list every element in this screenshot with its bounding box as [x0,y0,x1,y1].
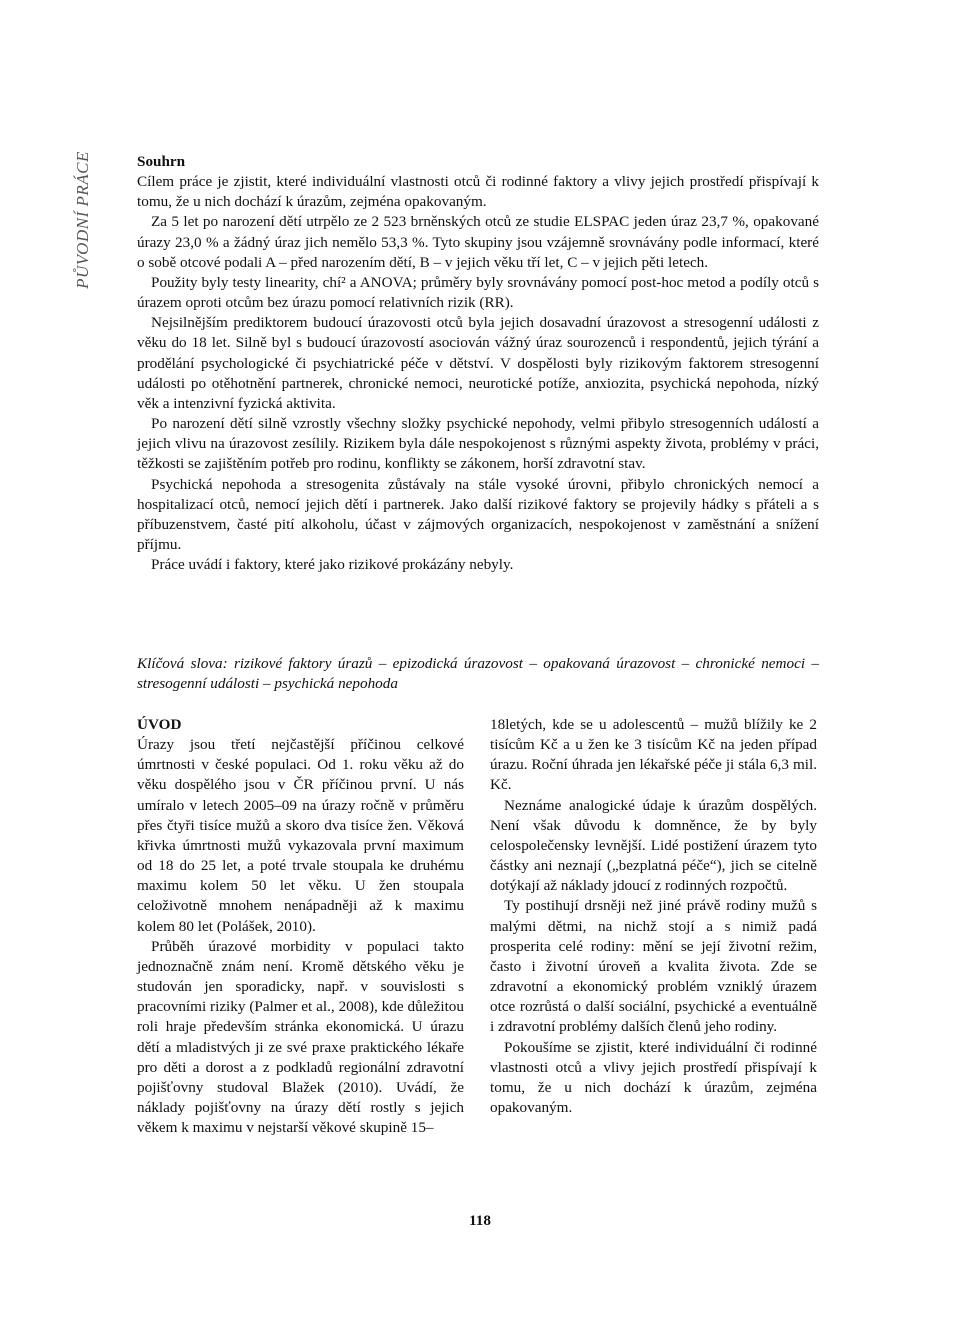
abstract-paragraph: Psychická nepohoda a stresogenita zůstávaly na stále vysoké úrovni, přibylo chronických nemocí a hospitalizací otců, nemocí jejich dětí i partnerek. Jako další rizikové faktory se projevily hádky s přáteli a s příbuzenstvem, časté pití alkoholu, účast v zájmových organizacích, nespokojenost v zaměstnání a snížení příjmu. [137,475,819,553]
section-label-text: PŮVODNÍ PRÁCE [73,151,92,289]
intro-paragraph: 18letých, kde se u adolescentů – mužů blížily ke 2 tisícům Kč a u žen ke 3 tisícům Kč na jeden případ úrazu. Roční úhrada jen lékařské péče ji stála 6,3 mil. Kč. [490,716,817,794]
intro-paragraph: Průběh úrazové morbidity v populaci takto jednoznačně znám není. Kromě dětského věku je studován jen sporadicky, např. v souvislosti s pracovními riziky (Palmer et al., 2008), kde důležitou roli hraje především stránka ekonomická. U úrazu dětí a mladistvých ji ze své praxe praktického lékaře pro děti a dorost a z podkladů regionální zdravotní pojišťovny studoval Blažek (2010). Uvádí, že náklady pojišťovny na úrazy dětí rostly s jejich věkem k maximu v nejstarší věkové skupině 15– [137,937,464,1137]
intro-paragraph: Úrazy jsou třetí nejčastější příčinou celkové úmrtnosti v české populaci. Od 1. roku věku až do věku dospělého jsou v ČR příčinou první. U nás umíralo v letech 2005–09 na úrazy ročně v průměru přes čtyři tisíce mužů a skoro dva tisíce žen. Věková křivka úmrtnosti mužů vykazovala první maximum od 18 do 25 let, a poté trvale stoupala ke druhému maximu kolem 50 let věku. U žen stoupala celoživotně mnohem nenápadněji až k maximu kolem 80 let (Polášek, 2010). [137,736,464,935]
abstract-paragraph: Nejsilnějším prediktorem budoucí úrazovosti otců byla jejich dosavadní úrazovost a stresogenní události z věku do 18 let. Silně byl s budoucí úrazovostí asociován vážný úraz sourozenců i respondentů, jejich týrání a prodělání psychologické či psychiatrické péče v dětství. V dospělosti byly rizikovým faktorem stresogenní události po otěhotnění partnerek, chronické nemoci, neurotické potíže, anxiozita, psychická nepohoda, nízký věk a intenzivní fyzická aktivita. [137,314,819,412]
abstract-paragraph: Cílem práce je zjistit, které individuální vlastnosti otců či rodinné faktory a vlivy jejich prostředí přispívají k tomu, že u nich dochází k úrazům, zejména opakovaným. [137,173,819,211]
page-number: 118 [469,1212,491,1229]
abstract [137,152,819,575]
section-label [68,150,98,290]
intro-heading: ÚVOD [137,716,182,733]
intro-left-column [137,715,464,1138]
abstract-paragraph: Po narození dětí silně vzrostly všechny složky psychické nepohody, velmi přibylo stresogenních událostí a jejich vlivu na úrazovost zesílily. Rizikem byla dále nespokojenost s různými aspekty života, problémy v práci, těžkosti se zajištěním potřeb pro rodinu, konflikty se zákonem, horší zdravotní stav. [137,415,819,473]
abstract-paragraph: Práce uvádí i faktory, které jako rizikové prokázány nebyly. [151,556,514,574]
abstract-paragraph: Použity byly testy linearity, chí² a ANOVA; průměry byly srovnávány pomocí post-hoc metod a podíly otců s úrazem oproti otcům bez úrazu pomocí relativních rizik (RR). [137,273,819,312]
abstract-paragraph: Za 5 let po narození dětí utrpělo ze 2 523 brněnských otců ze studie ELSPAC jeden úraz 23,7 %, opakované úrazy 23,0 % a žádný úraz jich nemělo 53,3 %. Tyto skupiny jsou vzájemně srovnávány podle informací, které o sobě otcové podali A – před narozením dětí, B – v jejich věku tří let, C – v jejich pěti letech. [137,213,819,271]
intro-paragraph: Pokoušíme se zjistit, které individuální či rodinné vlastnosti otců a vlivy jejich prostředí přispívají k tomu, že u nich dochází k úrazům, zejména opakovaným. [490,1038,817,1116]
keywords: Klíčová slova: rizikové faktory úrazů – epizodická úrazovost – opakovaná úrazovost – chronické nemoci – stresogenní události – psychická nepohoda [137,655,819,693]
intro-paragraph: Ty postihují drsněji než jiné právě rodiny mužů s malými dětmi, na nichž stojí a s nimiž padá prosperita celé rodiny: mění se její životní režim, často i životní úroveň a kvalita života. Zde se zdravotní a ekonomický problém vzniklý úrazem otce rozrůstá o další sociální, psychické a eventuálně i zdravotní problémy dalších členů jeho rodiny. [490,897,817,1036]
abstract-heading: Souhrn [137,153,186,170]
intro-right-column [490,715,817,1118]
intro-paragraph: Neznáme analogické údaje k úrazům dospělých. Není však důvodu k domněnce, že by byly celospolečensky levnější. Lidé postižení úrazem tyto částky ani neznají („bezplatná péče“), jich se citelně dotýkají až náklady jdoucí z rodinných rozpočtů. [490,796,817,895]
